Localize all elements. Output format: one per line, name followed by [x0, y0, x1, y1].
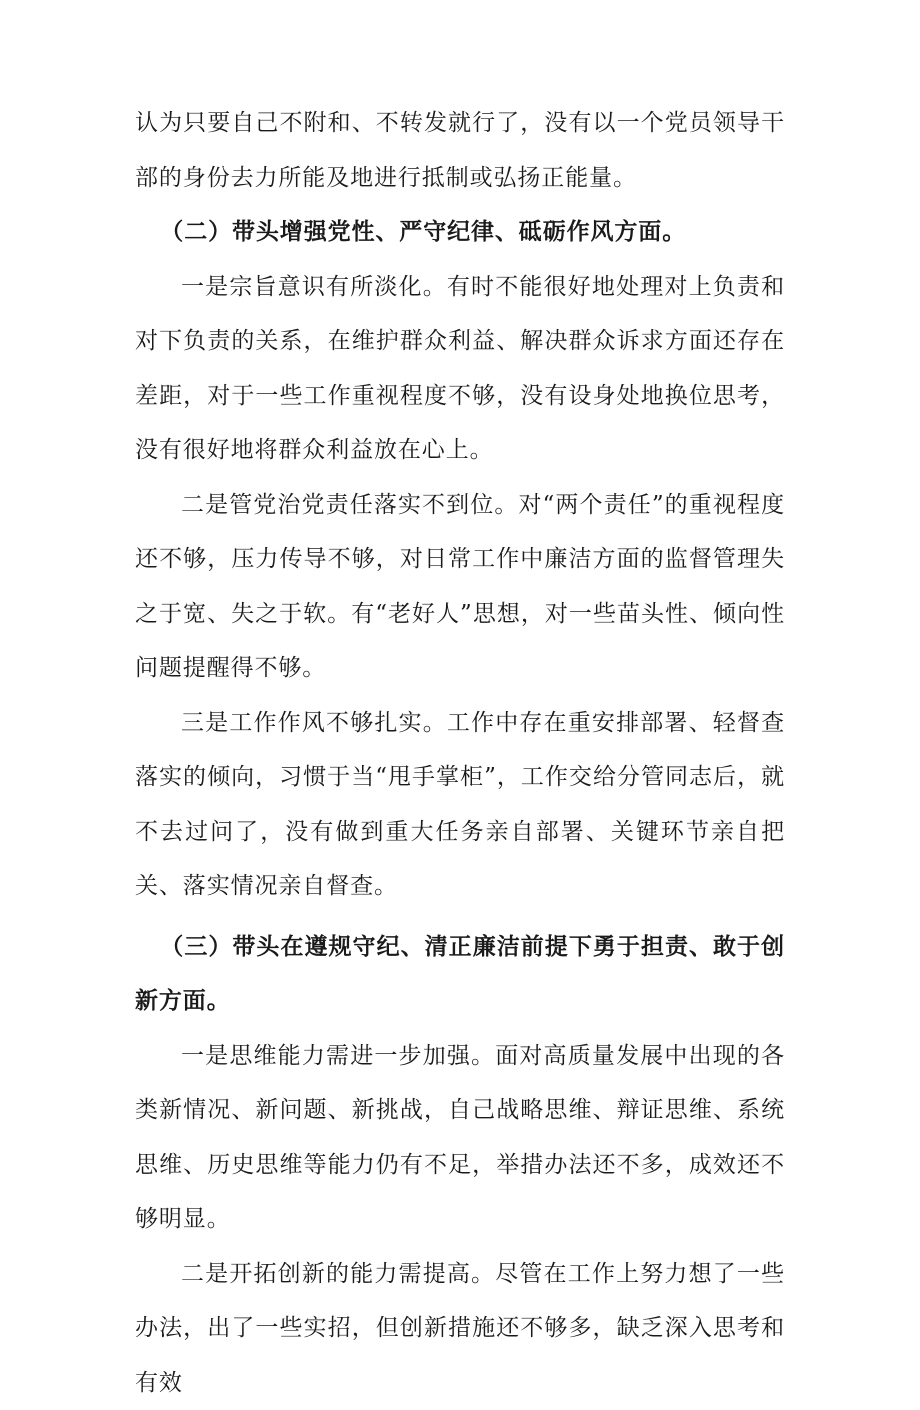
paragraph-work-style: 三是工作作风不够扎实。工作中存在重安排部署、轻督查落实的倾向，习惯于当“甩手掌柜”，工作交给分管同志后，就不去过问了，没有做到重大任务亲自部署、关键环节亲自把关、落实情况亲自督查。	[135, 696, 785, 914]
document-body	[135, 96, 785, 1410]
paragraph-continuation: 认为只要自己不附和、不转发就行了，没有以一个党员领导干部的身份去力所能及地进行抵制或弘扬正能量。	[135, 96, 785, 205]
paragraph-thinking-ability: 一是思维能力需进一步加强。面对高质量发展中出现的各类新情况、新问题、新挑战，自己战略思维、辩证思维、系统思维、历史思维等能力仍有不足，举措办法还不多，成效还不够明显。	[135, 1029, 785, 1247]
paragraph-party-governance: 二是管党治党责任落实不到位。对“两个责任”的重视程度还不够，压力传导不够，对日常工作中廉洁方面的监督管理失之于宽、失之于软。有“老好人”思想，对一些苗头性、倾向性问题提醒得不够。	[135, 478, 785, 696]
section-heading-2: （二）带头增强党性、严守纪律、砥砺作风方面。	[135, 205, 785, 260]
section-heading-3: （三）带头在遵规守纪、清正廉洁前提下勇于担责、敢于创新方面。	[135, 920, 785, 1029]
paragraph-innovation-ability: 二是开拓创新的能力需提高。尽管在工作上努力想了一些办法，出了一些实招，但创新措施还不够多，缺乏深入思考和有效	[135, 1247, 785, 1410]
paragraph-purpose-awareness: 一是宗旨意识有所淡化。有时不能很好地处理对上负责和对下负责的关系，在维护群众利益、解决群众诉求方面还存在差距，对于一些工作重视程度不够，没有设身处地换位思考，没有很好地将群众利益放在心上。	[135, 260, 785, 478]
